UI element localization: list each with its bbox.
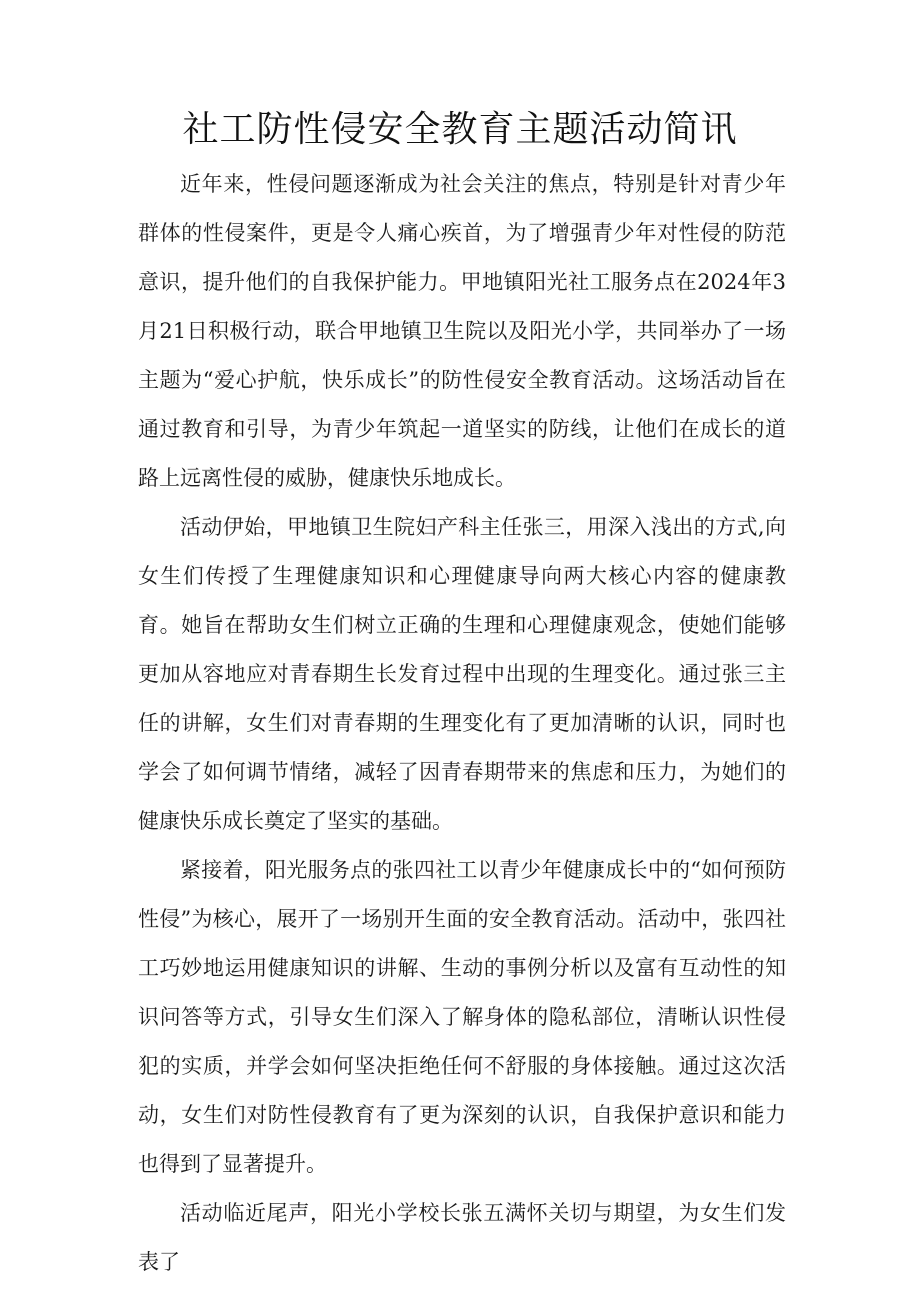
paragraph-intro: 近年来，性侵问题逐渐成为社会关注的焦点，特别是针对青少年群体的性侵案件，更是令人痛心疾首，为了增强青少年对性侵的防范意识，提升他们的自我保护能力。甲地镇阳光社工服务点在2024年3月21日积极行动，联合甲地镇卫生院以及阳光小学，共同举办了一场主题为“爱心护航，快乐成长”的防性侵安全教育活动。这场活动旨在通过教育和引导，为青少年筑起一道坚实的防线，让他们在成长的道路上远离性侵的威胁，健康快乐地成长。 — [138, 172, 786, 490]
paragraph-health-education: 活动伊始，甲地镇卫生院妇产科主任张三，用深入浅出的方式,向女生们传授了生理健康知识和心理健康导向两大核心内容的健康教育。她旨在帮助女生们树立正确的生理和心理健康观念，使她们能够更加从容地应对青春期生长发育过程中出现的生理变化。通过张三主任的讲解，女生们对青春期的生理变化有了更加清晰的认识，同时也学会了如何调节情绪，减轻了因青春期带来的焦虑和压力，为她们的健康快乐成长奠定了坚实的基础。 — [138, 515, 786, 833]
document-title: 社工防性侵安全教育主题活动简讯 — [182, 109, 738, 150]
paragraph-closing: 活动临近尾声，阳光小学校长张五满怀关切与期望，为女生们发表了 — [138, 1201, 786, 1274]
paragraph-safety-activity: 紧接着，阳光服务点的张四社工以青少年健康成长中的“如何预防性侵”为核心，展开了一场别开生面的安全教育活动。活动中，张四社工巧妙地运用健康知识的讲解、生动的事例分析以及富有互动性的知识问答等方式，引导女生们深入了解身体的隐私部位，清晰认识性侵犯的实质，并学会如何坚决拒绝任何不舒服的身体接触。通过这次活动，女生们对防性侵教育有了更为深刻的认识，自我保护意识和能力也得到了显著提升。 — [138, 858, 786, 1176]
document-body — [138, 160, 786, 1287]
